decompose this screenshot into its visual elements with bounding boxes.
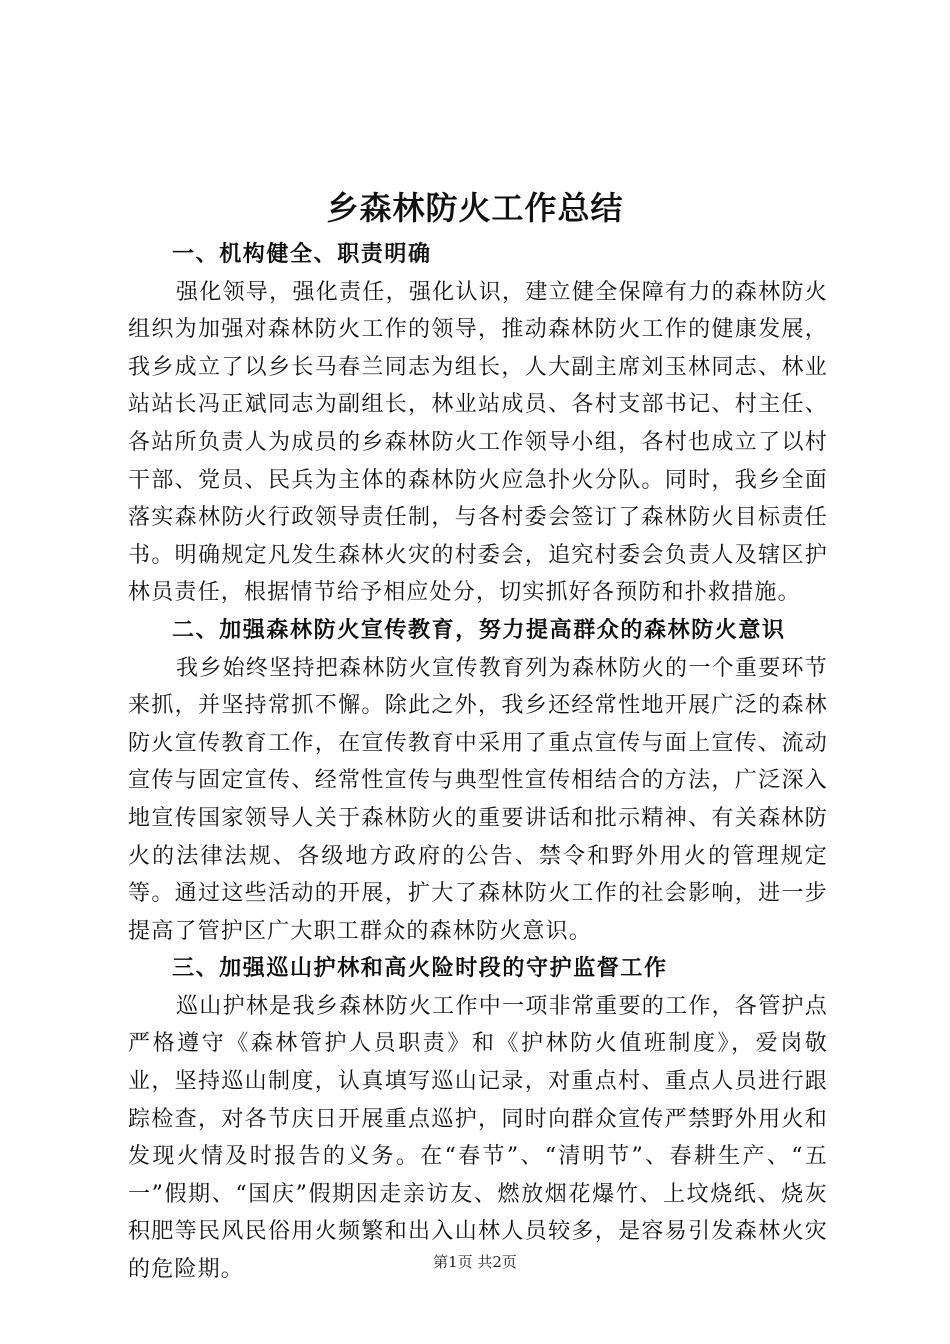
section-paragraph-2: 我乡始终坚持把森林防火宣传教育列为森林防火的一个重要环节来抓，并坚持常抓不懈。除此之外，我乡还经常性地开展广泛的森林防火宣传教育工作，在宣传教育中采用了重点宣传与面上宣传、流动宣传与固定宣传、经常性宣传与典型性宣传相结合的方法，广泛深入地宣传国家领导人关于森林防火的重要讲话和批示精神、有关森林防火的法律法规、各级地方政府的公告、禁令和野外用火的管理规定等。通过这些活动的开展，扩大了森林防火工作的社会影响，进一步提高了管护区广大职工群众的森林防火意识。 [128, 655, 828, 944]
section-heading-3: 三、加强巡山护林和高火险时段的守护监督工作 [172, 956, 668, 982]
section-heading-1: 一、机构健全、职责明确 [172, 242, 432, 267]
document-body [128, 236, 828, 1289]
section-paragraph-3: 巡山护林是我乡森林防火工作中一项非常重要的工作，各管护点严格遵守《森林管护人员职责》和《护林防火值班制度》，爱岗敬业，坚持巡山制度，认真填写巡山记录，对重点村、重点人员进行跟踪检查，对各节庆日开展重点巡护，同时向群众宣传严禁野外用火和发现火情及时报告的义务。在“春节”、“清明节”、春耕生产、“五一”假期、“国庆”假期因走亲访友、燃放烟花爆竹、上坟烧纸、烧灰积肥等民风民俗用火频繁和出入山林人员较多，是容易引发森林火灾的危险期。 [128, 993, 828, 1283]
section-paragraph-1: 强化领导，强化责任，强化认识，建立健全保障有力的森林防火组织为加强对森林防火工作的领导，推动森林防火工作的健康发展，我乡成立了以乡长马春兰同志为组长，人大副主席刘玉林同志、林业站站长冯正斌同志为副组长，林业站成员、各村支部书记、村主任、各站所负责人为成员的乡森林防火工作领导小组，各村也成立了以村干部、党员、民兵为主体的森林防火应急扑火分队。同时，我乡全面落实森林防火行政领导责任制，与各村委会签订了森林防火目标责任书。明确规定凡发生森林火灾的村委会，追究村委会负责人及辖区护林员责任，根据情节给予相应处分，切实抓好各预防和扑救措施。 [128, 279, 828, 606]
page-footer: 第1页 共2页 [433, 1253, 517, 1271]
document-title: 乡森林防火工作总结 [326, 189, 624, 227]
section-heading-2: 二、加强森林防火宣传教育，努力提高群众的森林防火意识 [172, 617, 786, 643]
